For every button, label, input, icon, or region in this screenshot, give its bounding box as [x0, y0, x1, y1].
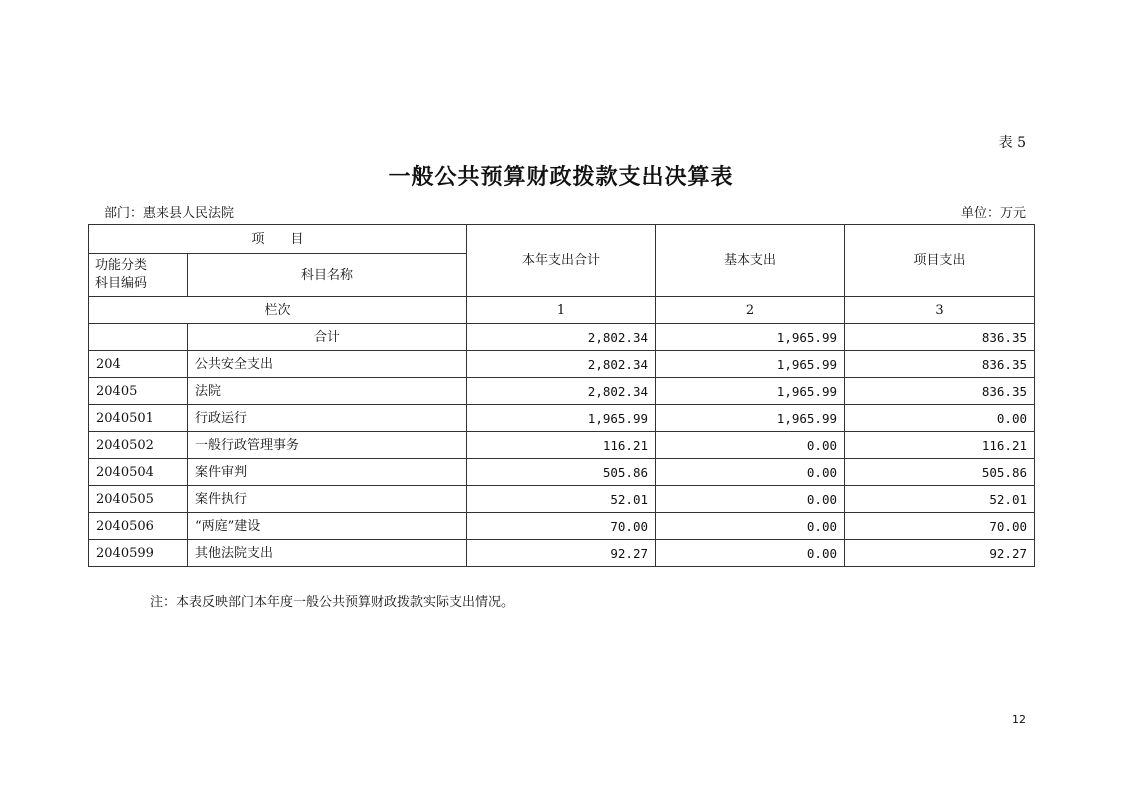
row-code: 2040501: [89, 405, 188, 432]
table-row: [89, 540, 1035, 567]
row-project: 116.21: [845, 432, 1035, 459]
row-basic: 1,965.99: [656, 351, 845, 378]
row-total: 2,802.34: [467, 351, 656, 378]
row-basic: 0.00: [656, 459, 845, 486]
row-basic: 0.00: [656, 486, 845, 513]
header-project: 项目支出: [845, 225, 1035, 297]
table-note: 注：本表反映部门本年度一般公共预算财政拨款实际支出情况。: [150, 595, 515, 610]
row-code: 2040502: [89, 432, 188, 459]
row-basic: 1,965.99: [656, 405, 845, 432]
row-project: 0.00: [845, 405, 1035, 432]
total-value: 2,802.34: [467, 324, 656, 351]
table-row: [89, 486, 1035, 513]
total-basic: 1,965.99: [656, 324, 845, 351]
row-basic: 0.00: [656, 540, 845, 567]
row-project: 92.27: [845, 540, 1035, 567]
row-basic: 0.00: [656, 432, 845, 459]
column-index-row: [89, 297, 1035, 324]
row-basic: 1,965.99: [656, 378, 845, 405]
row-code: 204: [89, 351, 188, 378]
unit-label: 单位：万元: [960, 206, 1026, 221]
row-total: 52.01: [467, 486, 656, 513]
row-total: 505.86: [467, 459, 656, 486]
row-project: 52.01: [845, 486, 1035, 513]
budget-table: [88, 224, 1035, 567]
row-name: 一般行政管理事务: [188, 432, 467, 459]
department-label: 部门：惠来县人民法院: [104, 206, 235, 221]
table-row: [89, 405, 1035, 432]
row-name: 案件审判: [188, 459, 467, 486]
row-project: 836.35: [845, 351, 1035, 378]
column-1: 1: [467, 297, 656, 324]
row-code: 20405: [89, 378, 188, 405]
header-subject-name: 科目名称: [188, 254, 467, 297]
table-row: [89, 459, 1035, 486]
total-label: 合计: [188, 324, 467, 351]
row-name: 行政运行: [188, 405, 467, 432]
row-name: 法院: [188, 378, 467, 405]
row-total: 116.21: [467, 432, 656, 459]
row-name: 其他法院支出: [188, 540, 467, 567]
row-total: 1,965.99: [467, 405, 656, 432]
total-row: [89, 324, 1035, 351]
row-project: 70.00: [845, 513, 1035, 540]
table-row: [89, 378, 1035, 405]
header-basic: 基本支出: [656, 225, 845, 297]
table-row: [89, 513, 1035, 540]
row-code: 2040505: [89, 486, 188, 513]
header-func-code: 功能分类 科目编码: [89, 254, 188, 297]
page-number: 12: [1012, 713, 1026, 726]
row-total: 92.27: [467, 540, 656, 567]
document-title: 一般公共预算财政拨款支出决算表: [388, 164, 734, 190]
header-item: 项 目: [89, 225, 467, 254]
table-number: 表 5: [998, 135, 1026, 151]
row-name: “两庭”建设: [188, 513, 467, 540]
row-code: 2040599: [89, 540, 188, 567]
row-name: 案件执行: [188, 486, 467, 513]
row-project: 836.35: [845, 378, 1035, 405]
total-project: 836.35: [845, 324, 1035, 351]
row-name: 公共安全支出: [188, 351, 467, 378]
row-project: 505.86: [845, 459, 1035, 486]
header-row-1: [89, 225, 1035, 254]
row-total: 2,802.34: [467, 378, 656, 405]
column-2: 2: [656, 297, 845, 324]
table-row: [89, 432, 1035, 459]
row-code: 2040504: [89, 459, 188, 486]
row-total: 70.00: [467, 513, 656, 540]
column-3: 3: [845, 297, 1035, 324]
header-total: 本年支出合计: [467, 225, 656, 297]
row-basic: 0.00: [656, 513, 845, 540]
column-label: 栏次: [89, 297, 467, 324]
row-code: 2040506: [89, 513, 188, 540]
total-code: [89, 324, 188, 351]
table-row: [89, 351, 1035, 378]
